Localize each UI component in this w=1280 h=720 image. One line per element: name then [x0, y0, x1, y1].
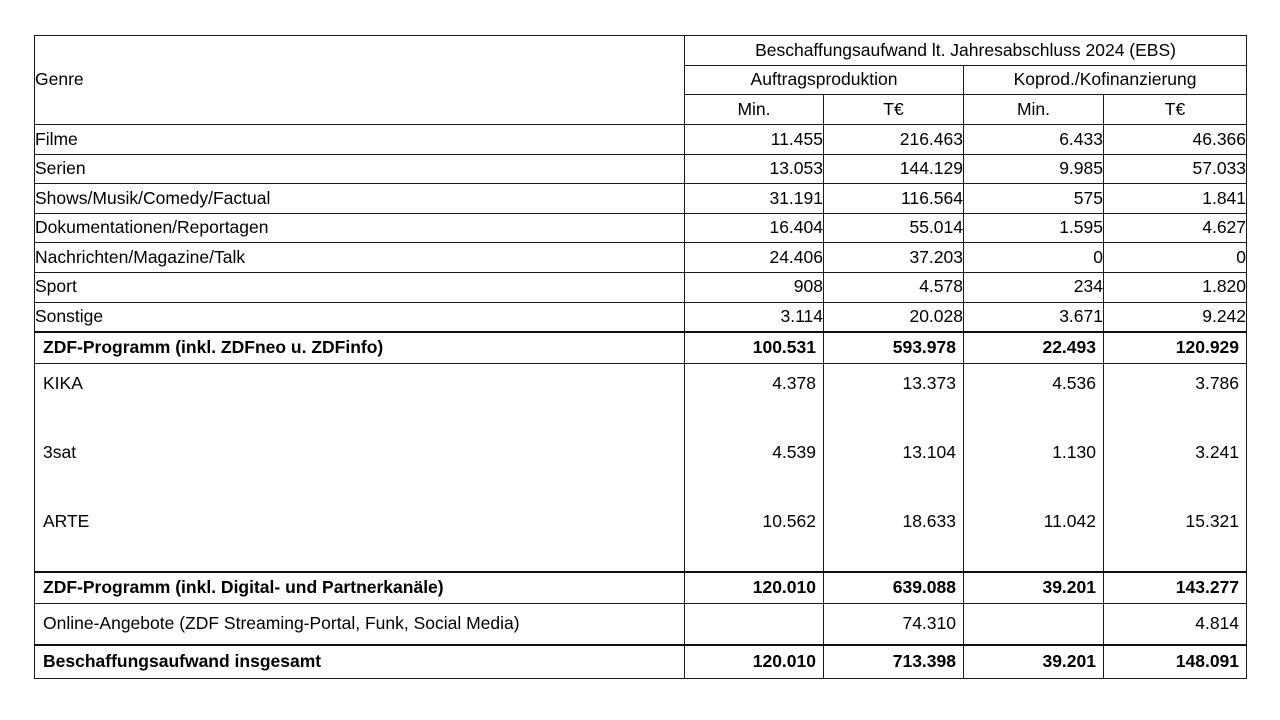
row-label: Serien — [35, 154, 685, 184]
header-group-title: Beschaffungsaufwand lt. Jahresabschluss 2024 (EBS) — [685, 36, 1247, 66]
header-subgroup-koproduktion: Koprod./Kofinanzierung — [964, 66, 1247, 95]
grand-total-row — [35, 645, 1247, 679]
header-unit-auftrag-te: T€ — [824, 95, 964, 125]
cell-auftrag-te: 55.014 — [824, 213, 964, 243]
header-unit-auftrag-min: Min. — [685, 95, 824, 125]
cell-auftrag-min: 120.010 — [685, 572, 824, 604]
cell-auftrag-min: 31.191 — [685, 184, 824, 214]
cell-koprod-te: 3.786 — [1104, 364, 1247, 434]
cell-auftrag-te: 13.104 — [824, 433, 964, 502]
cell-koprod-min: 1.595 — [964, 213, 1104, 243]
cell-auftrag-te: 144.129 — [824, 154, 964, 184]
cell-auftrag-te: 74.310 — [824, 604, 964, 646]
cell-auftrag-min: 24.406 — [685, 243, 824, 273]
table-row-online-angebote — [35, 604, 1247, 646]
cell-koprod-te: 3.241 — [1104, 433, 1247, 502]
cell-koprod-te: 46.366 — [1104, 125, 1247, 155]
table-row — [35, 502, 1247, 572]
cell-koprod-min — [964, 604, 1104, 646]
table-row — [35, 302, 1247, 332]
cell-auftrag-min: 908 — [685, 272, 824, 302]
row-label: ZDF-Programm (inkl. ZDFneo u. ZDFinfo) — [35, 332, 685, 364]
row-label: Online-Angebote (ZDF Streaming-Portal, Funk, Social Media) — [35, 604, 685, 646]
cell-auftrag-te: 18.633 — [824, 502, 964, 572]
cell-auftrag-te: 20.028 — [824, 302, 964, 332]
row-label: Sonstige — [35, 302, 685, 332]
row-label: 3sat — [35, 433, 685, 502]
cell-auftrag-min: 16.404 — [685, 213, 824, 243]
table-row — [35, 364, 1247, 434]
cell-koprod-te: 148.091 — [1104, 645, 1247, 679]
cell-koprod-min: 0 — [964, 243, 1104, 273]
cell-auftrag-te: 639.088 — [824, 572, 964, 604]
cell-auftrag-min: 10.562 — [685, 502, 824, 572]
subtotal-row-partnerkanaele — [35, 572, 1247, 604]
cell-auftrag-min: 100.531 — [685, 332, 824, 364]
cell-koprod-min: 3.671 — [964, 302, 1104, 332]
cell-auftrag-min: 4.539 — [685, 433, 824, 502]
row-label: KIKA — [35, 364, 685, 434]
cell-auftrag-te: 216.463 — [824, 125, 964, 155]
cell-auftrag-te: 713.398 — [824, 645, 964, 679]
cell-koprod-te: 143.277 — [1104, 572, 1247, 604]
table-header — [35, 36, 1247, 125]
cell-koprod-min: 575 — [964, 184, 1104, 214]
header-row-group-title — [35, 36, 1247, 66]
table-row — [35, 243, 1247, 273]
table-row — [35, 272, 1247, 302]
cell-koprod-te: 9.242 — [1104, 302, 1247, 332]
cell-koprod-min: 4.536 — [964, 364, 1104, 434]
cell-koprod-te: 1.820 — [1104, 272, 1247, 302]
subtotal-row-zdf-programm — [35, 332, 1247, 364]
header-unit-koprod-min: Min. — [964, 95, 1104, 125]
row-label: Beschaffungsaufwand insgesamt — [35, 645, 685, 679]
cell-koprod-te: 4.814 — [1104, 604, 1247, 646]
cell-koprod-min: 1.130 — [964, 433, 1104, 502]
table-row — [35, 433, 1247, 502]
table-row — [35, 154, 1247, 184]
table-row — [35, 213, 1247, 243]
row-label: Nachrichten/Magazine/Talk — [35, 243, 685, 273]
cell-auftrag-min: 120.010 — [685, 645, 824, 679]
table-row — [35, 125, 1247, 155]
row-label: Sport — [35, 272, 685, 302]
cell-auftrag-te: 4.578 — [824, 272, 964, 302]
cell-auftrag-min: 4.378 — [685, 364, 824, 434]
cell-auftrag-te: 593.978 — [824, 332, 964, 364]
cell-koprod-min: 234 — [964, 272, 1104, 302]
table-body — [35, 125, 1247, 679]
row-label: Shows/Musik/Comedy/Factual — [35, 184, 685, 214]
cell-koprod-te: 57.033 — [1104, 154, 1247, 184]
row-label: Filme — [35, 125, 685, 155]
table-row — [35, 184, 1247, 214]
cell-koprod-min: 22.493 — [964, 332, 1104, 364]
cell-koprod-min: 39.201 — [964, 645, 1104, 679]
cell-auftrag-te: 116.564 — [824, 184, 964, 214]
cell-koprod-te: 0 — [1104, 243, 1247, 273]
cell-auftrag-min: 13.053 — [685, 154, 824, 184]
row-label: Dokumentationen/Reportagen — [35, 213, 685, 243]
cell-koprod-min: 11.042 — [964, 502, 1104, 572]
cell-koprod-te: 120.929 — [1104, 332, 1247, 364]
procurement-expenditure-table — [34, 35, 1247, 679]
row-label: ZDF-Programm (inkl. Digital- und Partnerkanäle) — [35, 572, 685, 604]
cell-auftrag-te: 37.203 — [824, 243, 964, 273]
header-unit-koprod-te: T€ — [1104, 95, 1247, 125]
header-genre-label: Genre — [35, 36, 685, 125]
cell-auftrag-min: 3.114 — [685, 302, 824, 332]
cell-auftrag-min: 11.455 — [685, 125, 824, 155]
cell-koprod-min: 39.201 — [964, 572, 1104, 604]
cell-auftrag-te: 13.373 — [824, 364, 964, 434]
header-subgroup-auftragsproduktion: Auftragsproduktion — [685, 66, 964, 95]
row-label: ARTE — [35, 502, 685, 572]
cell-koprod-min: 9.985 — [964, 154, 1104, 184]
cell-koprod-te: 1.841 — [1104, 184, 1247, 214]
cell-koprod-te: 15.321 — [1104, 502, 1247, 572]
cell-auftrag-min — [685, 604, 824, 646]
cell-koprod-te: 4.627 — [1104, 213, 1247, 243]
cell-koprod-min: 6.433 — [964, 125, 1104, 155]
